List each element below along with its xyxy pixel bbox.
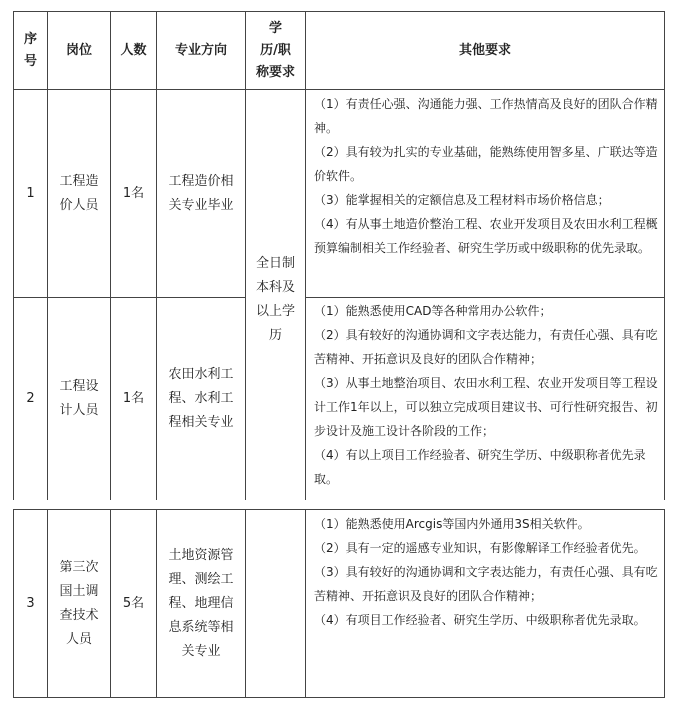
row3-requirements — [306, 512, 664, 697]
row1-count: 1名 — [122, 185, 145, 201]
header-major: 专业方向 — [174, 42, 227, 58]
header-count: 人数 — [120, 42, 147, 58]
header-education: 学 历/职 称要求 — [255, 20, 295, 80]
requirement-item: （2）具有较为扎实的专业基础，能熟练使用智多星、广联达等造价软件。 — [314, 145, 658, 183]
requirement-item: （1）能熟悉使用CAD等各种常用办公软件； — [314, 304, 552, 318]
header-position: 岗位 — [65, 42, 92, 58]
requirement-item: （3）具有较好的沟通协调和文字表达能力，有责任心强、具有吃苦精神、开拓意识及良好的团队合作精神； — [314, 565, 658, 603]
header-other: 其他要求 — [458, 42, 511, 58]
row2-count: 1名 — [122, 391, 145, 406]
requirement-item: （2）具有一定的遥感专业知识，有影像解译工作经验者优先。 — [314, 541, 646, 555]
row2-no: 2 — [26, 391, 35, 406]
requirement-item: （3）从事土地整治项目、农田水利工程、农业开发项目等工程设计工作1年以上，可以独立完成项目建议书、可行性研究报告、初步设计及施工设计各阶段的工作； — [314, 376, 658, 438]
row3-count: 5名 — [122, 595, 145, 611]
requirement-item: （1）能熟悉使用Arcgis等国内外通用3S相关软件。 — [314, 517, 590, 531]
requirement-item: （3）能掌握相关的定额信息及工程材料市场价格信息； — [314, 193, 610, 207]
row3-major: 土地资源管 理、测绘工 程、地理信 息系统等相 关专业 — [168, 547, 234, 659]
education-shared: 全日制 本科及 以上学 历 — [255, 255, 295, 343]
header-no: 序 号 — [23, 31, 37, 69]
requirement-item: （2）具有较好的沟通协调和文字表达能力，有责任心强、具有吃苦精神、开拓意识及良好的团队合作精神； — [314, 328, 658, 366]
row1-position: 工程造 价人员 — [59, 173, 99, 213]
row2-position: 工程设 计人员 — [59, 379, 99, 418]
col-line-right — [664, 11, 665, 698]
requirement-item: （1）有责任心强、沟通能力强、工作热情高及良好的团队合作精神。 — [314, 97, 658, 135]
row1-major: 工程造价相 关专业毕业 — [168, 173, 234, 213]
requirement-item: （4）有从事土地造价整治工程、农业开发项目及农田水利工程概预算编制相关工作经验者、研究生学历或中级职称的优先录取。 — [314, 217, 658, 255]
row1-bottom-line-right — [305, 297, 665, 298]
row2-major: 农田水利工 程、水利工 程相关专业 — [168, 367, 234, 430]
image-seam-gap — [0, 500, 676, 509]
row3-position: 第三次 国土调 查技术 人员 — [59, 559, 99, 647]
row2-requirements — [306, 299, 664, 499]
row1-no: 1 — [26, 185, 35, 201]
requirement-item: （4）有以上项目工作经验者、研究生学历、中级职称者优先录取。 — [314, 448, 646, 486]
row3-no: 3 — [26, 595, 35, 611]
requirement-item: （4）有项目工作经验者、研究生学历、中级职称者优先录取。 — [314, 613, 646, 627]
row1-requirements — [306, 92, 664, 297]
